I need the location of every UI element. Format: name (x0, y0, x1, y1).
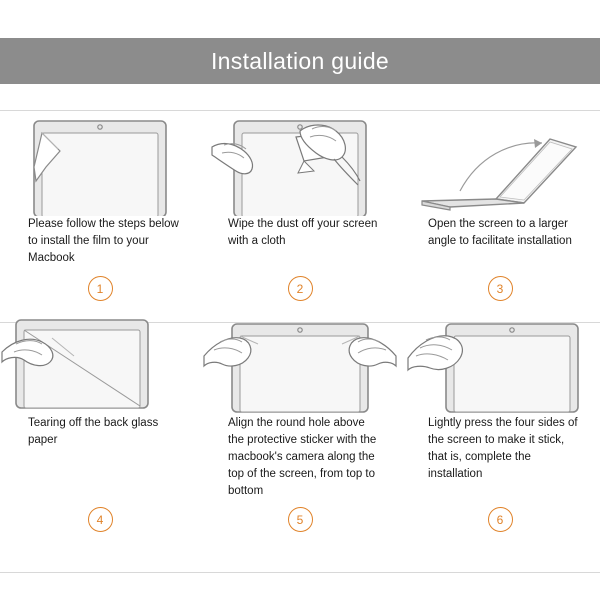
step-item-5 (200, 310, 400, 541)
step-2-illustration (200, 111, 400, 216)
steps-row-1 (0, 111, 600, 310)
step-4-caption: Tearing off the back glass paper (28, 417, 159, 446)
step-5-badge-wrap (200, 507, 400, 541)
step-number-badge: 1 (88, 276, 113, 301)
step-item-4 (0, 310, 200, 541)
step-number-badge: 2 (288, 276, 313, 301)
step-4-badge-wrap (0, 507, 200, 541)
step-number-badge: 4 (88, 507, 113, 532)
divider-bottom (0, 572, 600, 573)
header-banner (0, 38, 600, 84)
step-1-illustration (0, 111, 200, 216)
step-3-caption: Open the screen to a larger angle to facilitate installation (428, 218, 572, 247)
step-2-badge-wrap (200, 276, 400, 310)
steps-grid (0, 111, 600, 541)
steps-row-2 (0, 310, 600, 541)
step-5-caption: Align the round hole above the protective sticker with the macbook's camera along the top of the screen, from top to bottom (228, 417, 377, 497)
step-5-illustration (200, 310, 400, 415)
step-2-caption: Wipe the dust off your screen with a cloth (228, 218, 378, 247)
step-1-caption: Please follow the steps below to install the film to your Macbook (28, 218, 179, 264)
step-3-badge-wrap (400, 276, 600, 310)
step-item-3 (400, 111, 600, 310)
step-3-illustration (400, 111, 600, 216)
step-number-badge: 5 (288, 507, 313, 532)
step-item-6 (400, 310, 600, 541)
step-6-badge-wrap (400, 507, 600, 541)
step-4-illustration (0, 310, 200, 415)
step-number-badge: 3 (488, 276, 513, 301)
step-item-2 (200, 111, 400, 310)
step-6-caption: Lightly press the four sides of the screen to make it stick, that is, complete the installation (428, 417, 578, 480)
page-title: Installation guide (210, 47, 390, 74)
step-6-illustration (400, 310, 600, 415)
step-item-1 (0, 111, 200, 310)
step-number-badge: 6 (488, 507, 513, 532)
step-1-badge-wrap (0, 276, 200, 310)
